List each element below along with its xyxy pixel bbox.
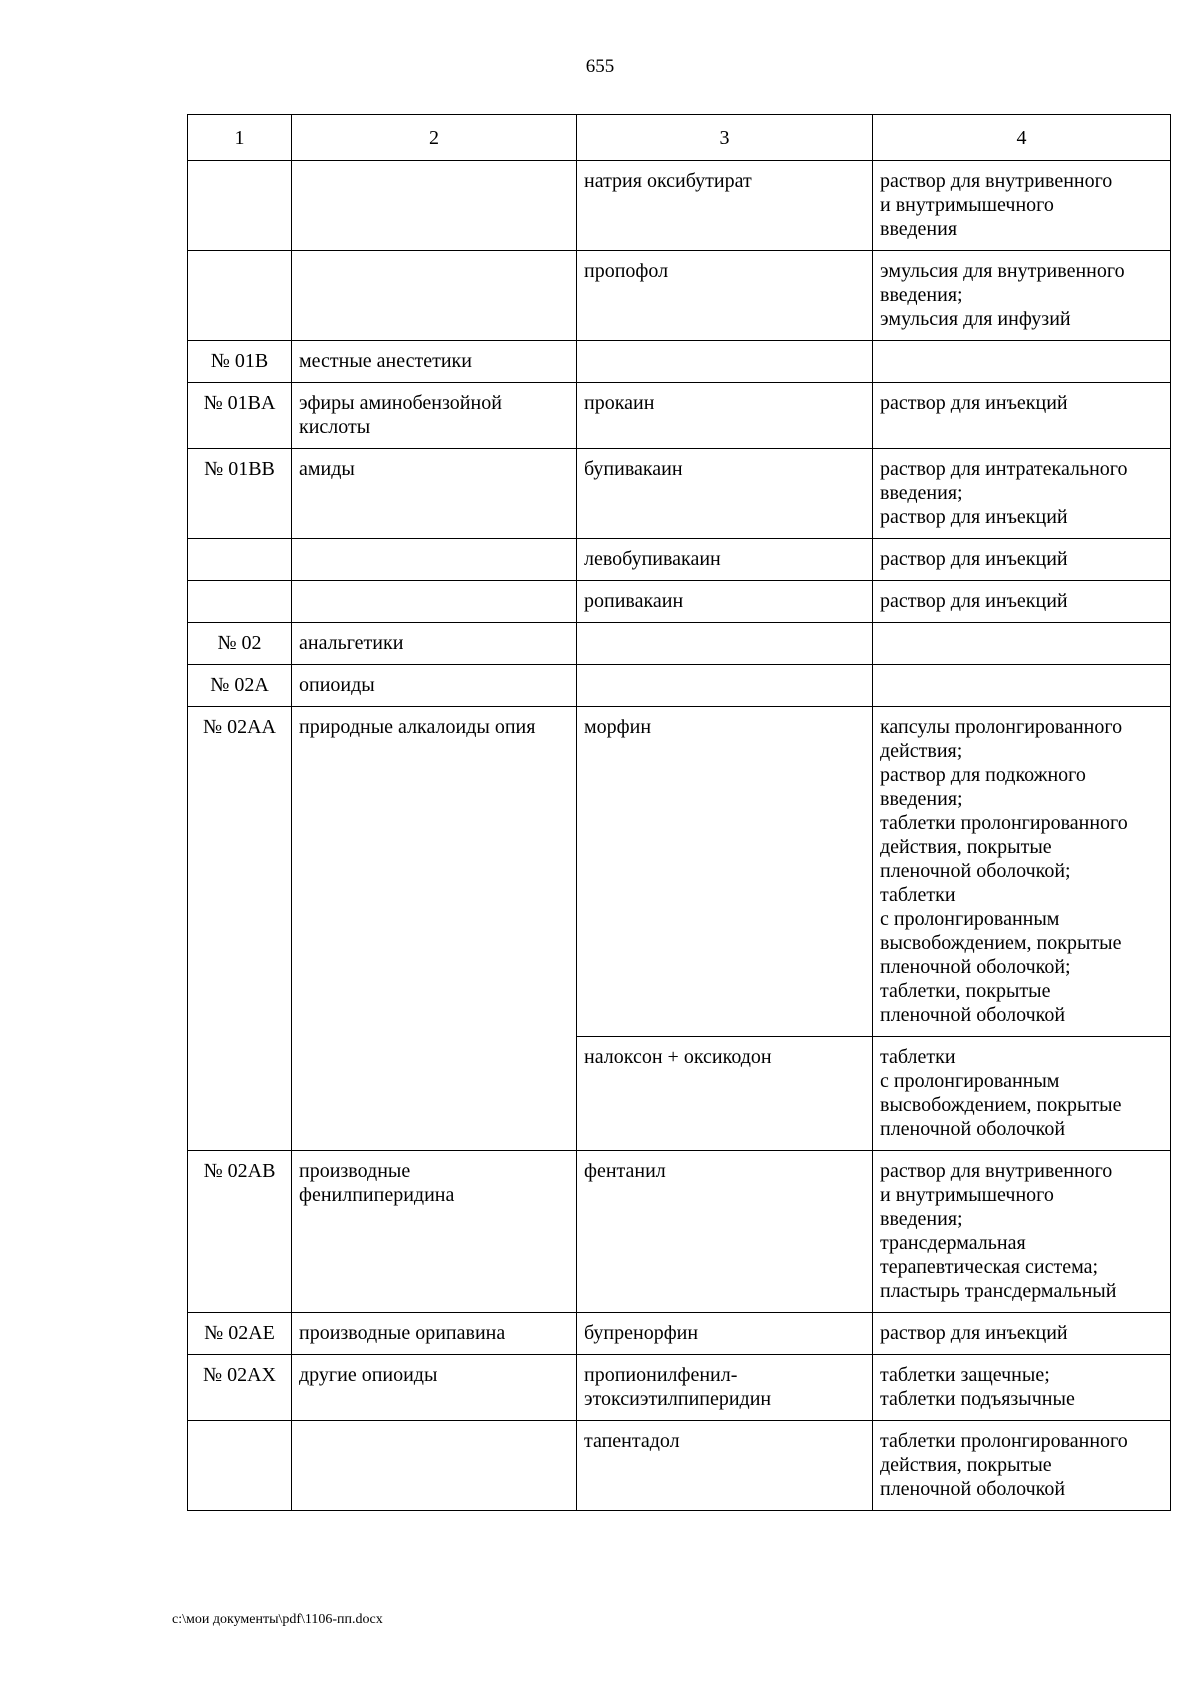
form-cell: капсулы пролонгированного действия; раствор для подкожного введения; таблетки пролонгированного действия, покрытые пленочной оболочкой; таблетки с пролонгированным высвобождением, покрытые пленочной оболочкой; таблетки, покрытые пленочной оболочкой [873, 707, 1171, 1037]
table-row [188, 449, 1171, 539]
group-cell [292, 161, 577, 251]
form-cell: раствор для внутривенного и внутримышечного введения; трансдермальная терапевтическая система; пластырь трансдермальный [873, 1151, 1171, 1313]
code-cell: № 02AX [188, 1355, 292, 1421]
code-cell [188, 161, 292, 251]
form-cell: раствор для инъекций [873, 581, 1171, 623]
code-cell [188, 539, 292, 581]
form-cell: раствор для внутривенного и внутримышечного введения [873, 161, 1171, 251]
code-cell: № 02A [188, 665, 292, 707]
form-cell: таблетки пролонгированного действия, покрытые пленочной оболочкой [873, 1421, 1171, 1511]
drug-cell: натрия оксибутират [577, 161, 873, 251]
code-cell: № 01BB [188, 449, 292, 539]
table-row [188, 665, 1171, 707]
code-cell: № 01BA [188, 383, 292, 449]
drug-cell: тапентадол [577, 1421, 873, 1511]
form-cell: таблетки с пролонгированным высвобождением, покрытые пленочной оболочкой [873, 1037, 1171, 1151]
code-cell: № 02AB [188, 1151, 292, 1313]
group-cell [292, 581, 577, 623]
group-cell: анальгетики [292, 623, 577, 665]
drug-cell: пропионилфенил- этоксиэтилпиперидин [577, 1355, 873, 1421]
column-header-2: 2 [292, 115, 577, 161]
table-row [188, 707, 1171, 1037]
group-cell: природные алкалоиды опия [292, 707, 577, 1151]
drug-cell: бупивакаин [577, 449, 873, 539]
drug-cell: бупренорфин [577, 1313, 873, 1355]
table-row [188, 161, 1171, 251]
form-cell: таблетки защечные; таблетки подъязычные [873, 1355, 1171, 1421]
drug-cell: фентанил [577, 1151, 873, 1313]
page-number: 655 [585, 56, 615, 77]
form-cell: раствор для интратекального введения; раствор для инъекций [873, 449, 1171, 539]
group-cell: производные орипавина [292, 1313, 577, 1355]
drug-cell: ропивакаин [577, 581, 873, 623]
table-row [188, 623, 1171, 665]
table-row [188, 383, 1171, 449]
column-header-1: 1 [188, 115, 292, 161]
form-cell [873, 623, 1171, 665]
group-cell: местные анестетики [292, 341, 577, 383]
form-cell [873, 341, 1171, 383]
group-cell: другие опиоиды [292, 1355, 577, 1421]
form-cell [873, 665, 1171, 707]
drug-cell [577, 665, 873, 707]
table-row [188, 341, 1171, 383]
group-cell: опиоиды [292, 665, 577, 707]
column-header-3: 3 [577, 115, 873, 161]
drug-cell [577, 623, 873, 665]
code-cell: № 02 [188, 623, 292, 665]
drug-cell: прокаин [577, 383, 873, 449]
table-row [188, 1355, 1171, 1421]
group-cell [292, 251, 577, 341]
table-row [188, 581, 1171, 623]
code-cell: № 02AE [188, 1313, 292, 1355]
table-row [188, 539, 1171, 581]
drug-cell: пропофол [577, 251, 873, 341]
form-cell: раствор для инъекций [873, 383, 1171, 449]
group-cell: производные фенилпиперидина [292, 1151, 577, 1313]
group-cell [292, 539, 577, 581]
table-row [188, 1421, 1171, 1511]
group-cell [292, 1421, 577, 1511]
column-header-4: 4 [873, 115, 1171, 161]
form-cell: раствор для инъекций [873, 1313, 1171, 1355]
code-cell [188, 1421, 292, 1511]
footer-file-path: c:\мои документы\pdf\1106-пп.docx [172, 1612, 383, 1627]
code-cell: № 02AA [188, 707, 292, 1151]
form-cell: раствор для инъекций [873, 539, 1171, 581]
table-row [188, 1151, 1171, 1313]
drug-table [187, 114, 1171, 1511]
table-header-row [188, 115, 1171, 161]
drug-cell: морфин [577, 707, 873, 1037]
code-cell [188, 581, 292, 623]
table-row [188, 1313, 1171, 1355]
group-cell: эфиры аминобензойной кислоты [292, 383, 577, 449]
code-cell: № 01B [188, 341, 292, 383]
drug-cell: налоксон + оксикодон [577, 1037, 873, 1151]
code-cell [188, 251, 292, 341]
form-cell: эмульсия для внутривенного введения; эмульсия для инфузий [873, 251, 1171, 341]
drug-cell: левобупивакаин [577, 539, 873, 581]
table-row [188, 251, 1171, 341]
group-cell: амиды [292, 449, 577, 539]
drug-cell [577, 341, 873, 383]
